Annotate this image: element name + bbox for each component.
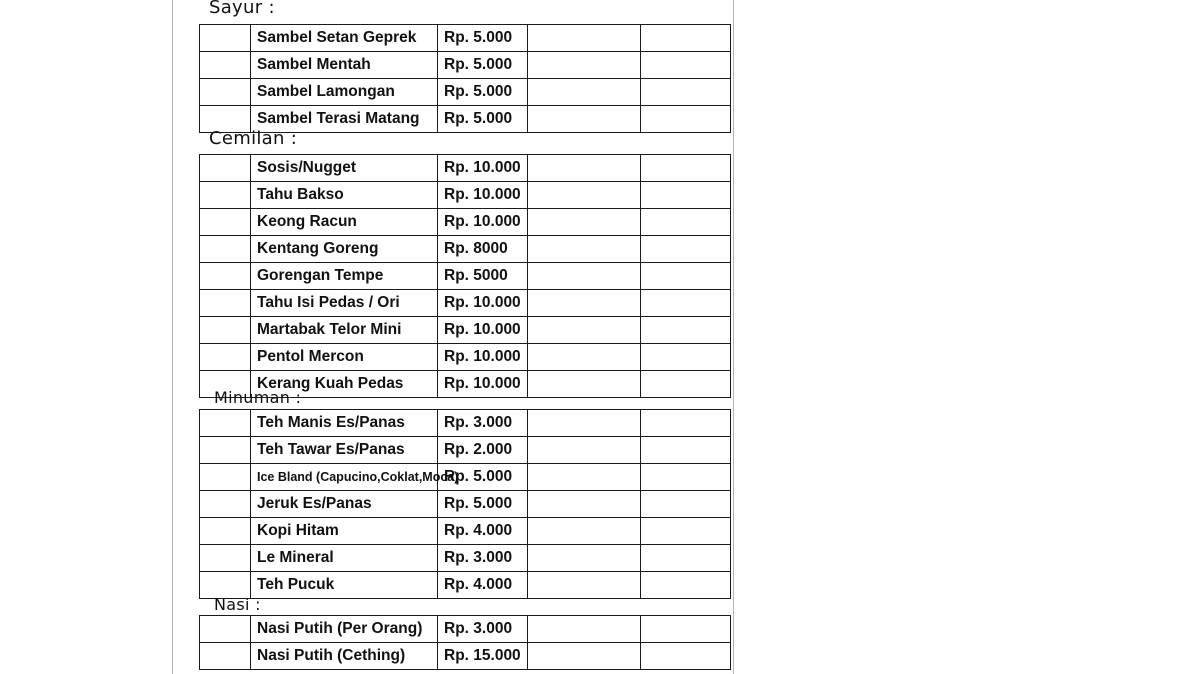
qty-cell[interactable] (200, 464, 251, 491)
table-row (200, 317, 731, 344)
blank-cell[interactable] (528, 545, 641, 572)
item-price: Rp. 10.000 (438, 371, 528, 398)
item-name: Martabak Telor Mini (251, 317, 438, 344)
table-row (200, 464, 731, 491)
qty-cell[interactable] (200, 209, 251, 236)
item-name: Kentang Goreng (251, 236, 438, 263)
table-row (200, 263, 731, 290)
table-row (200, 491, 731, 518)
item-name: Teh Manis Es/Panas (251, 410, 438, 437)
blank-cell[interactable] (641, 437, 731, 464)
table-row (200, 209, 731, 236)
item-name: Keong Racun (251, 209, 438, 236)
qty-cell[interactable] (200, 344, 251, 371)
qty-cell[interactable] (200, 79, 251, 106)
item-price: Rp. 8000 (438, 236, 528, 263)
item-name: Nasi Putih (Per Orang) (251, 616, 438, 643)
item-price: Rp. 3.000 (438, 545, 528, 572)
blank-cell[interactable] (528, 616, 641, 643)
table-row (200, 236, 731, 263)
qty-cell[interactable] (200, 491, 251, 518)
blank-cell[interactable] (641, 616, 731, 643)
item-price: Rp. 4.000 (438, 572, 528, 599)
qty-cell[interactable] (200, 290, 251, 317)
blank-cell[interactable] (528, 572, 641, 599)
blank-cell[interactable] (641, 371, 731, 398)
blank-cell[interactable] (641, 182, 731, 209)
menu-table-cemilan (199, 154, 731, 398)
blank-cell[interactable] (641, 25, 731, 52)
item-name: Le Mineral (251, 545, 438, 572)
blank-cell[interactable] (641, 236, 731, 263)
item-name: Tahu Bakso (251, 182, 438, 209)
item-price: Rp. 10.000 (438, 155, 528, 182)
blank-cell[interactable] (641, 290, 731, 317)
item-price: Rp. 5.000 (438, 52, 528, 79)
item-price: Rp. 2.000 (438, 437, 528, 464)
item-name: Pentol Mercon (251, 344, 438, 371)
table-row (200, 52, 731, 79)
qty-cell[interactable] (200, 518, 251, 545)
item-name: Sosis/Nugget (251, 155, 438, 182)
item-name: Teh Pucuk (251, 572, 438, 599)
blank-cell[interactable] (641, 106, 731, 133)
blank-cell[interactable] (528, 518, 641, 545)
blank-cell[interactable] (641, 464, 731, 491)
item-price: Rp. 3.000 (438, 410, 528, 437)
blank-cell[interactable] (641, 79, 731, 106)
item-price: Rp. 5.000 (438, 25, 528, 52)
item-name: Kerang Kuah Pedas (251, 371, 438, 398)
item-price: Rp. 3.000 (438, 616, 528, 643)
blank-cell[interactable] (641, 209, 731, 236)
blank-cell[interactable] (641, 643, 731, 670)
table-row (200, 643, 731, 670)
blank-cell[interactable] (528, 344, 641, 371)
blank-cell[interactable] (528, 106, 641, 133)
menu-table-minuman (199, 409, 731, 599)
blank-cell[interactable] (528, 290, 641, 317)
blank-cell[interactable] (528, 464, 641, 491)
blank-cell[interactable] (641, 344, 731, 371)
item-price: Rp. 4.000 (438, 518, 528, 545)
blank-cell[interactable] (528, 182, 641, 209)
qty-cell[interactable] (200, 155, 251, 182)
qty-cell[interactable] (200, 545, 251, 572)
blank-cell[interactable] (641, 518, 731, 545)
blank-cell[interactable] (528, 209, 641, 236)
blank-cell[interactable] (641, 491, 731, 518)
blank-cell[interactable] (528, 643, 641, 670)
item-name: Teh Tawar Es/Panas (251, 437, 438, 464)
item-price: Rp. 5.000 (438, 464, 528, 491)
item-name: Sambel Lamongan (251, 79, 438, 106)
table-row (200, 290, 731, 317)
blank-cell[interactable] (528, 410, 641, 437)
blank-cell[interactable] (528, 263, 641, 290)
table-row (200, 437, 731, 464)
item-price: Rp. 10.000 (438, 317, 528, 344)
item-name: Nasi Putih (Cething) (251, 643, 438, 670)
table-row (200, 344, 731, 371)
item-price: Rp. 10.000 (438, 209, 528, 236)
item-price: Rp. 10.000 (438, 344, 528, 371)
blank-cell[interactable] (528, 437, 641, 464)
item-price: Rp. 5.000 (438, 79, 528, 106)
section-title-cemilan: Cemilan : (209, 128, 298, 149)
qty-cell[interactable] (200, 437, 251, 464)
qty-cell[interactable] (200, 317, 251, 344)
table-row (200, 518, 731, 545)
table-row (200, 182, 731, 209)
item-name: Sambel Setan Geprek (251, 25, 438, 52)
blank-cell[interactable] (641, 410, 731, 437)
section-title-nasi: Nasi : (214, 595, 261, 614)
qty-cell[interactable] (200, 616, 251, 643)
blank-cell[interactable] (641, 52, 731, 79)
blank-cell[interactable] (641, 545, 731, 572)
item-name: Tahu Isi Pedas / Ori (251, 290, 438, 317)
item-name: Kopi Hitam (251, 518, 438, 545)
menu-table-nasi (199, 615, 731, 670)
item-price: Rp. 15.000 (438, 643, 528, 670)
blank-cell[interactable] (528, 155, 641, 182)
blank-cell[interactable] (528, 79, 641, 106)
blank-cell[interactable] (528, 236, 641, 263)
blank-cell[interactable] (528, 491, 641, 518)
blank-cell[interactable] (641, 263, 731, 290)
item-price: Rp. 5000 (438, 263, 528, 290)
blank-cell[interactable] (528, 317, 641, 344)
blank-cell[interactable] (641, 317, 731, 344)
item-name: Sambel Mentah (251, 52, 438, 79)
qty-cell[interactable] (200, 25, 251, 52)
item-name: Sambel Terasi Matang (251, 106, 438, 133)
table-row (200, 79, 731, 106)
section-title-minuman: Minuman : (214, 388, 302, 407)
table-row (200, 25, 731, 52)
item-price: Rp. 10.000 (438, 290, 528, 317)
table-row (200, 572, 731, 599)
table-row (200, 616, 731, 643)
qty-cell[interactable] (200, 410, 251, 437)
blank-cell[interactable] (528, 371, 641, 398)
item-name: Gorengan Tempe (251, 263, 438, 290)
menu-table-sayur (199, 24, 731, 133)
qty-cell[interactable] (200, 263, 251, 290)
qty-cell[interactable] (200, 52, 251, 79)
item-price: Rp. 10.000 (438, 182, 528, 209)
qty-cell[interactable] (200, 643, 251, 670)
item-name: Ice Bland (Capucino,Coklat,Moca) (251, 464, 438, 491)
blank-cell[interactable] (528, 52, 641, 79)
qty-cell[interactable] (200, 236, 251, 263)
blank-cell[interactable] (641, 572, 731, 599)
item-price: Rp. 5.000 (438, 491, 528, 518)
table-row (200, 155, 731, 182)
table-row (200, 545, 731, 572)
blank-cell[interactable] (641, 155, 731, 182)
blank-cell[interactable] (528, 25, 641, 52)
item-name: Jeruk Es/Panas (251, 491, 438, 518)
section-title-sayur: Sayur : (209, 0, 275, 18)
item-price: Rp. 5.000 (438, 106, 528, 133)
qty-cell[interactable] (200, 182, 251, 209)
table-row (200, 410, 731, 437)
